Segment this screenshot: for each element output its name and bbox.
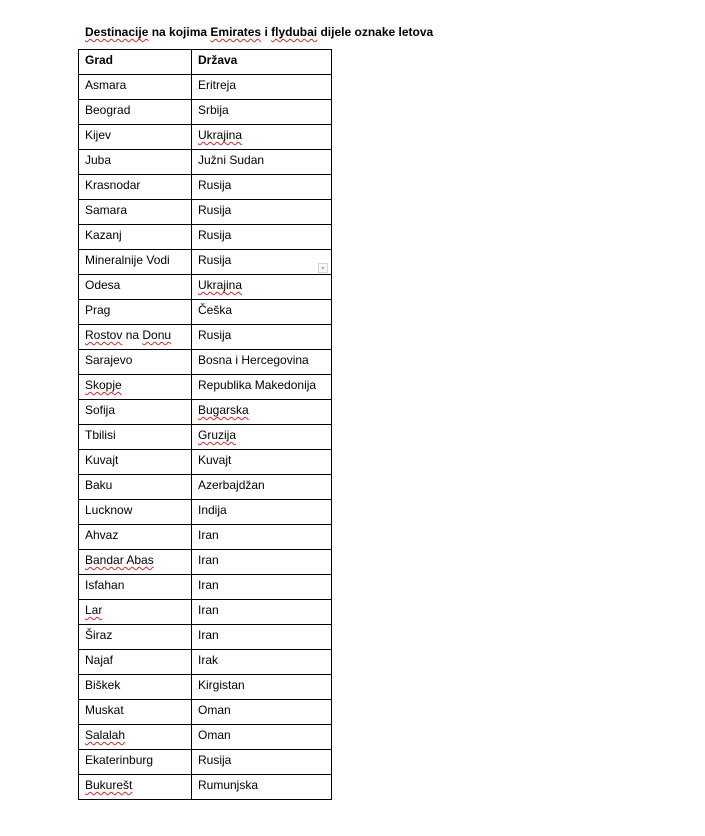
city-part: Odesa [85, 278, 121, 292]
document-title [85, 25, 433, 39]
cell-country [192, 400, 332, 425]
cell-city [79, 250, 192, 275]
city-part: Biškek [85, 678, 121, 692]
country-part: Rusija [198, 228, 232, 242]
country-part: Indija [198, 503, 227, 517]
country-part: Ukrajina [198, 128, 243, 142]
title-part: na kojima [148, 25, 211, 39]
cell-country [192, 775, 332, 800]
city-part: na [122, 328, 143, 342]
table-row [79, 525, 332, 550]
cell-city [79, 500, 192, 525]
table-row [79, 675, 332, 700]
city-part: Juba [85, 153, 112, 167]
city-part: Isfahan [85, 578, 125, 592]
cell-country [192, 750, 332, 775]
city-part: Ahvaz [85, 528, 119, 542]
cell-city [79, 75, 192, 100]
table-row [79, 625, 332, 650]
city-part: Ekaterinburg [85, 753, 154, 767]
city-part: Rostov [85, 328, 123, 342]
country-part: Ukrajina [198, 278, 243, 292]
cell-country [192, 175, 332, 200]
cell-city [79, 700, 192, 725]
destinations-table [78, 49, 332, 800]
table-row [79, 650, 332, 675]
cell-country [192, 125, 332, 150]
cell-city [79, 675, 192, 700]
country-part: Gruzija [198, 428, 237, 442]
cell-country [192, 150, 332, 175]
country-part: Bosna i Hercegovina [198, 353, 309, 367]
country-part: Oman [198, 703, 231, 717]
table-row [79, 375, 332, 400]
city-part: Bandar Abas [85, 553, 154, 567]
table-row [79, 350, 332, 375]
table-header-row [79, 50, 332, 75]
city-part: Beograd [85, 103, 131, 117]
cell-city [79, 350, 192, 375]
table-row [79, 425, 332, 450]
table-row [79, 575, 332, 600]
country-part: Iran [198, 553, 219, 567]
cell-city [79, 600, 192, 625]
country-part: Srbija [198, 103, 229, 117]
table-row [79, 725, 332, 750]
table-row [79, 450, 332, 475]
table-row [79, 400, 332, 425]
title-part: i [261, 25, 272, 39]
country-part: Oman [198, 728, 231, 742]
table-row [79, 500, 332, 525]
cell-country [192, 625, 332, 650]
cell-city [79, 775, 192, 800]
cell-country [192, 575, 332, 600]
cell-country [192, 650, 332, 675]
cell-city [79, 750, 192, 775]
city-part: Krasnodar [85, 178, 141, 192]
country-part: Češka [198, 303, 233, 317]
title-part: Emirates [210, 25, 262, 39]
city-part: Samara [85, 203, 128, 217]
cell-country [192, 525, 332, 550]
country-part: Iran [198, 528, 219, 542]
city-part: Muskat [85, 703, 124, 717]
cell-country [192, 450, 332, 475]
country-part: Iran [198, 603, 219, 617]
cell-city [79, 450, 192, 475]
table-row [79, 775, 332, 800]
cell-country [192, 325, 332, 350]
cell-city [79, 325, 192, 350]
city-part: Skopje [85, 378, 122, 392]
city-part: Kazanj [85, 228, 122, 242]
cell-city [79, 625, 192, 650]
title-part: flydubai [271, 25, 318, 39]
country-part: Rusija [198, 203, 232, 217]
cell-city [79, 650, 192, 675]
cell-country [192, 675, 332, 700]
header-city: Grad [79, 50, 192, 75]
table-row [79, 250, 332, 275]
table-row [79, 125, 332, 150]
country-part: Kirgistan [198, 678, 245, 692]
country-part: Rusija [198, 253, 232, 267]
cell-city [79, 125, 192, 150]
title-part: Destinacije [85, 25, 149, 39]
city-part: Mineralnije Vodi [85, 253, 170, 267]
city-part: Prag [85, 303, 111, 317]
table-row [79, 325, 332, 350]
cell-country [192, 600, 332, 625]
country-part: Iran [198, 628, 219, 642]
cell-country [192, 350, 332, 375]
table-row [79, 150, 332, 175]
cell-city [79, 200, 192, 225]
cell-city [79, 475, 192, 500]
country-part: Eritreja [198, 78, 237, 92]
cell-city [79, 300, 192, 325]
cell-country [192, 100, 332, 125]
country-part: Kuvajt [198, 453, 232, 467]
city-part: Sarajevo [85, 353, 133, 367]
table-row [79, 550, 332, 575]
cell-country [192, 200, 332, 225]
city-part: Donu [142, 328, 172, 342]
table-row [79, 750, 332, 775]
cell-city [79, 550, 192, 575]
country-part: Bugarska [198, 403, 249, 417]
cell-city [79, 225, 192, 250]
cell-country [192, 275, 332, 300]
city-part: Širaz [85, 628, 113, 642]
table-row [79, 175, 332, 200]
table-row [79, 700, 332, 725]
city-part: Asmara [85, 78, 127, 92]
table-row [79, 75, 332, 100]
table-row [79, 225, 332, 250]
cell-city [79, 275, 192, 300]
cell-city [79, 575, 192, 600]
cell-city [79, 525, 192, 550]
country-part: Republika Makedonija [198, 378, 317, 392]
cell-city [79, 175, 192, 200]
cell-country [192, 425, 332, 450]
title-part: dijele oznake letova [317, 25, 434, 39]
country-part: Rumunjska [198, 778, 259, 792]
cell-country [192, 250, 332, 275]
cell-country [192, 500, 332, 525]
cell-country [192, 475, 332, 500]
city-part: Lucknow [85, 503, 133, 517]
city-part: Lar [85, 603, 103, 617]
table-row [79, 600, 332, 625]
table-row [79, 200, 332, 225]
cell-city [79, 400, 192, 425]
table-row [79, 300, 332, 325]
country-part: Južni Sudan [198, 153, 265, 167]
header-country: Država [192, 50, 332, 75]
city-part: Kijev [85, 128, 112, 142]
cell-country [192, 700, 332, 725]
country-part: Iran [198, 578, 219, 592]
country-part: Rusija [198, 753, 232, 767]
city-part: Kuvajt [85, 453, 119, 467]
city-part: Sofija [85, 403, 116, 417]
table-body [79, 75, 332, 800]
cell-country [192, 375, 332, 400]
city-part: Baku [85, 478, 113, 492]
country-part: Rusija [198, 178, 232, 192]
cell-country [192, 225, 332, 250]
country-part: Irak [198, 653, 219, 667]
cell-city [79, 425, 192, 450]
table-row [79, 100, 332, 125]
city-part: Salalah [85, 728, 126, 742]
country-part: Azerbajdžan [198, 478, 265, 492]
dropdown-arrow-icon[interactable] [318, 263, 328, 273]
cell-city [79, 150, 192, 175]
cell-city [79, 375, 192, 400]
city-part: Bukurešt [85, 778, 133, 792]
cell-city [79, 100, 192, 125]
cell-country [192, 75, 332, 100]
cell-country [192, 725, 332, 750]
city-part: Najaf [85, 653, 114, 667]
table-row [79, 475, 332, 500]
cell-country [192, 300, 332, 325]
cell-city [79, 725, 192, 750]
cell-country [192, 550, 332, 575]
table-row [79, 275, 332, 300]
city-part: Tbilisi [85, 428, 116, 442]
country-part: Rusija [198, 328, 232, 342]
